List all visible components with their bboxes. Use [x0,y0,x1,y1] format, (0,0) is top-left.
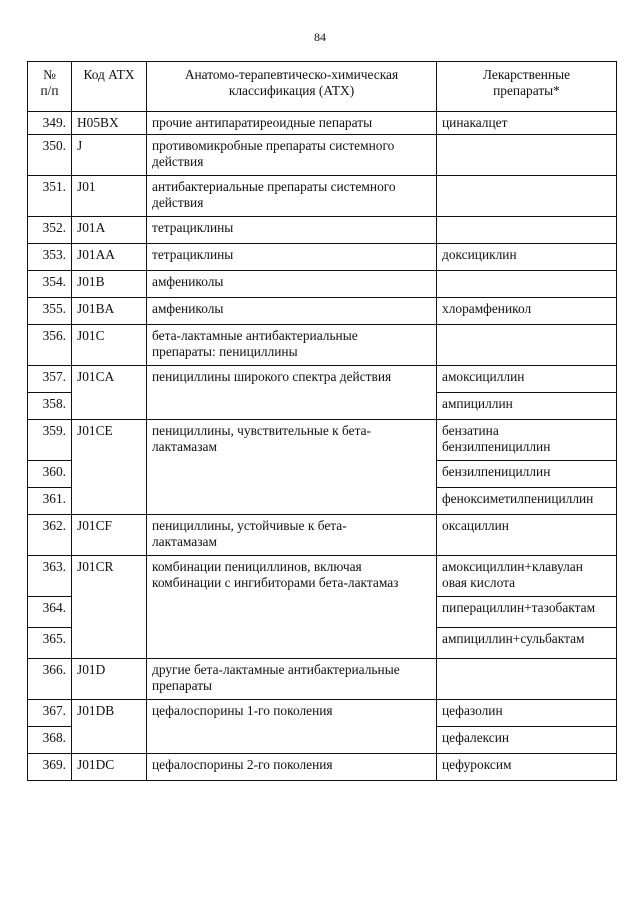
row-number: 363. [28,556,72,597]
atc-code: J01DB [72,700,147,754]
table-row [28,135,617,176]
table-row [28,298,617,325]
atc-classification [147,420,437,515]
drug-line: пиперациллин+тазобактам [442,600,596,615]
atc-line: комбинации пенициллинов, включая [152,559,362,574]
atc-classification [147,700,437,754]
atc-line: препараты: пенициллины [152,344,298,359]
drug-line: цефазолин [442,703,503,718]
header-drugs-line: препараты* [493,83,560,98]
table-row [28,515,617,556]
drug-line: овая кислота [442,575,516,590]
table-header-row [28,62,617,112]
drug-line: ампициллин [442,396,513,411]
atc-classification [147,217,437,244]
row-number: 359. [28,420,72,461]
drug-line: цефуроксим [442,757,512,772]
atc-code: H05BX [72,112,147,135]
atc-classification [147,271,437,298]
table-row [28,420,617,461]
drug-line: феноксиметилпенициллин [442,491,594,506]
drug-name [437,628,617,659]
header-drugs [437,62,617,112]
drug-line: оксациллин [442,518,509,533]
atc-code: J01DC [72,754,147,781]
drug-name [437,176,617,217]
atc-code: J01D [72,659,147,700]
atc-line: цефалоспорины 2-го поколения [152,757,333,772]
row-number: 362. [28,515,72,556]
header-num [28,62,72,112]
atc-classification [147,366,437,420]
table-row [28,217,617,244]
table-row [28,325,617,366]
atc-line: действия [152,154,204,169]
atc-classification [147,659,437,700]
drug-line: амоксициллин [442,369,525,384]
atc-line: пенициллины, чувствительные к бета- [152,423,372,438]
header-code: Код АТХ [72,62,147,112]
atc-code: J01C [72,325,147,366]
drug-name [437,556,617,597]
drug-name [437,754,617,781]
drug-line: амоксициллин+клавулан [442,559,583,574]
drug-name [437,420,617,461]
row-number: 354. [28,271,72,298]
header-atc [147,62,437,112]
atc-classification [147,298,437,325]
drug-line: ампициллин+сульбактам [442,631,585,646]
drug-line: бензатина [442,423,499,438]
drug-name [437,597,617,628]
table-row [28,659,617,700]
drug-line: бензилпенициллин [442,464,551,479]
table-row [28,366,617,393]
table-row [28,271,617,298]
atc-code: J01B [72,271,147,298]
drug-name [437,366,617,393]
atc-line: тетрациклины [152,247,234,262]
header-num-line: п/п [40,83,59,98]
row-number: 364. [28,597,72,628]
drug-line: хлорамфеникол [442,301,532,316]
atc-line: лактамазам [152,534,217,549]
table-row [28,700,617,727]
atc-table [27,61,617,781]
atc-classification [147,244,437,271]
row-number: 358. [28,393,72,420]
atc-line: лактамазам [152,439,217,454]
table-row [28,176,617,217]
atc-classification [147,135,437,176]
drug-name [437,135,617,176]
atc-classification [147,515,437,556]
atc-line: бета-лактамные антибактериальные [152,328,358,343]
row-number: 365. [28,628,72,659]
atc-code: J01A [72,217,147,244]
drug-name [437,700,617,727]
drug-name [437,244,617,271]
atc-classification [147,176,437,217]
row-number: 350. [28,135,72,176]
table-row [28,556,617,597]
drug-name [437,271,617,298]
row-number: 361. [28,488,72,515]
drug-name [437,112,617,135]
row-number: 349. [28,112,72,135]
atc-code: J01 [72,176,147,217]
atc-line: пенициллины широкого спектра действия [152,369,392,384]
atc-line: пенициллины, устойчивые к бета- [152,518,347,533]
drug-name [437,298,617,325]
atc-line: цефалоспорины 1-го поколения [152,703,333,718]
atc-classification [147,112,437,135]
atc-line: амфениколы [152,274,224,289]
row-number: 369. [28,754,72,781]
table-row [28,244,617,271]
row-number: 367. [28,700,72,727]
header-drugs-line: Лекарственные [482,67,571,82]
drug-line: цефалексин [442,730,510,745]
page-number: 84 [314,30,326,44]
atc-line: противомикробные препараты системного [152,138,395,153]
atc-classification [147,556,437,659]
drug-line: доксициклин [442,247,517,262]
row-number: 352. [28,217,72,244]
atc-line: антибактериальные препараты системного [152,179,396,194]
drug-name [437,515,617,556]
atc-code: J01AA [72,244,147,271]
atc-code: J01CR [72,556,147,659]
row-number: 353. [28,244,72,271]
row-number: 356. [28,325,72,366]
atc-line: тетрациклины [152,220,234,235]
drug-name [437,727,617,754]
row-number: 351. [28,176,72,217]
row-number: 368. [28,727,72,754]
table-row [28,754,617,781]
atc-line: амфениколы [152,301,224,316]
row-number: 357. [28,366,72,393]
drug-name [437,461,617,488]
atc-line: прочие антипаратиреоидные пепараты [152,115,373,130]
table-body [28,112,617,781]
atc-line: комбинации с ингибиторами бета-лактамаз [152,575,399,590]
drug-name [437,393,617,420]
drug-line: бензилпенициллин [442,439,551,454]
atc-code: J01CE [72,420,147,515]
atc-classification [147,325,437,366]
atc-line: препараты [152,678,213,693]
header-atc-line: классификация (АТХ) [228,83,355,98]
table-row [28,112,617,135]
header-num-line: № [43,67,56,82]
drug-name [437,488,617,515]
atc-code: J [72,135,147,176]
drug-name [437,325,617,366]
drug-name [437,659,617,700]
header-atc-line: Анатомо-терапевтическо-химическая [184,67,399,82]
row-number: 355. [28,298,72,325]
atc-line: другие бета-лактамные антибактериальные [152,662,400,677]
row-number: 360. [28,461,72,488]
atc-code: J01CA [72,366,147,420]
atc-line: действия [152,195,204,210]
drug-name [437,217,617,244]
drug-line: цинакалцет [442,115,508,130]
atc-code: J01BA [72,298,147,325]
atc-code: J01CF [72,515,147,556]
row-number: 366. [28,659,72,700]
atc-classification [147,754,437,781]
